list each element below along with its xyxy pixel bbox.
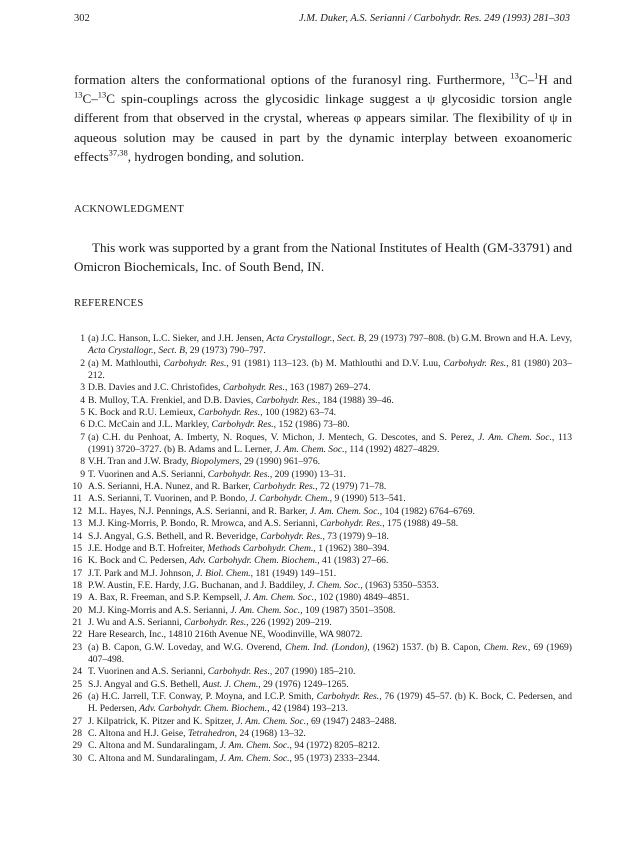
reference-number: 2 (80, 357, 85, 369)
reference-item (74, 456, 572, 468)
reference-text: M.J. King-Morris, P. Bondo, R. Mrowca, and A.S. Serianni, Carbohydr. Res., 175 (1988) 49–58. (88, 518, 459, 530)
page-number: 302 (74, 13, 90, 24)
reference-text: (a) M. Mathlouthi, Carbohydr. Res., 91 (1981) 113–123. (b) M. Mathlouthi and D.V. Luu, Carbohydr. Res., 81 (1980) 203–212. (88, 357, 572, 382)
reference-text: J.E. Hodge and B.T. Hofreiter, Methods Carbohydr. Chem., 1 (1962) 380–394. (88, 542, 390, 554)
reference-text: D.C. McCain and J.L. Markley, Carbohydr. Res., 152 (1986) 73–80. (88, 419, 350, 431)
reference-number: 28 (72, 728, 82, 739)
references-heading: REFERENCES (74, 298, 144, 309)
reference-item (74, 395, 572, 407)
reference-text: A.S. Serianni, H.A. Nunez, and R. Barker, Carbohydr. Res., 72 (1979) 71–78. (88, 481, 387, 493)
reference-item (74, 419, 572, 431)
reference-number: 12 (72, 505, 82, 517)
reference-text: P.W. Austin, F.E. Hardy, J.G. Buchanan, and J. Baddiley, J. Chem. Soc., (1963) 5350–5353. (88, 579, 439, 591)
reference-number: 27 (72, 715, 82, 727)
citation-superscript: 37,38 (108, 147, 128, 158)
reference-number: 6 (80, 419, 85, 431)
reference-text: C. Altona and H.J. Geise, Tetrahedron, 24 (1968) 13–32. (88, 728, 306, 739)
reference-item (74, 691, 572, 716)
reference-text: (a) C.H. du Penhoat, A. Imberty, N. Roques, V. Michon, J. Mentech, G. Descotes, and S. Perez, J. Am. Chem. Soc., 113 (1991) 3720–3727. (b) B. Adams and L. Lerner, J. Am. Chem. Soc., 114 (1992) 4827–4829. (88, 431, 572, 456)
reference-number: 11 (72, 493, 82, 505)
reference-text: (a) J.C. Hanson, L.C. Sieker, and J.H. Jensen, Acta Crystallogr., Sect. B, 29 (1973) 797–808. (b) G.M. Brown and H.A. Levy, Acta Crystallogr., Sect. B, 29 (1973) 790–797. (88, 333, 572, 357)
reference-text: K. Bock and C. Pedersen, Adv. Carbohydr. Chem. Biochem., 41 (1983) 27–66. (88, 555, 389, 567)
reference-item (74, 555, 572, 567)
reference-item (74, 531, 572, 543)
reference-number: 22 (72, 629, 82, 641)
acknowledgment-heading: ACKNOWLEDGMENT (74, 204, 185, 215)
reference-text: (a) B. Capon, G.W. Loveday, and W.G. Overend, Chem. Ind. (London), (1962) 1537. (b) B. Capon, Chem. Rev., 69 (1969) 407–498. (88, 641, 572, 665)
reference-text: M.L. Hayes, N.J. Pennings, A.S. Serianni, and R. Barker, J. Am. Chem. Soc., 104 (1982) 6764–6769. (88, 505, 475, 517)
reference-item (74, 617, 572, 629)
reference-text: A.S. Serianni, T. Vuorinen, and P. Bondo, J. Carbohydr. Chem., 9 (1990) 513–541. (88, 493, 406, 505)
reference-item (74, 629, 572, 641)
reference-number: 26 (72, 690, 82, 702)
reference-text: M.J. King-Morris and A.S. Serianni, J. Am. Chem. Soc., 109 (1987) 3501–3508. (88, 604, 396, 616)
reference-item (74, 493, 572, 505)
reference-text: B. Mulloy, T.A. Frenkiel, and D.B. Davies, Carbohydr. Res., 184 (1988) 39–46. (88, 394, 394, 406)
reference-text: A. Bax, R. Freeman, and S.P. Kempsell, J. Am. Chem. Soc., 102 (1980) 4849–4851. (88, 592, 410, 604)
reference-number: 19 (72, 592, 82, 604)
reference-item (74, 728, 572, 740)
reference-number: 21 (72, 616, 82, 628)
reference-number: 1 (80, 333, 85, 344)
reference-item (74, 407, 572, 419)
acknowledgment-text: This work was supported by a grant from the National Institutes of Health (GM-33791) and Omicron Biochemicals, Inc. of South Bend, IN. (74, 240, 572, 275)
reference-item (74, 481, 572, 493)
reference-text: J. Wu and A.S. Serianni, Carbohydr. Res., 226 (1992) 209–219. (88, 616, 332, 628)
reference-item (74, 432, 572, 457)
reference-number: 20 (72, 604, 82, 616)
reference-text: T. Vuorinen and A.S. Serianni, Carbohydr. Res., 209 (1990) 13–31. (88, 468, 346, 480)
reference-number: 3 (80, 382, 85, 394)
reference-text: (a) H.C. Jarrell, T.F. Conway, P. Moyna, and I.C.P. Smith, Carbohydr. Res., 76 (1979) 45–57. (b) K. Bock, C. Pedersen, and H. Pedersen, Adv. Carbohydr. Chem. Biochem., 42 (1984) 193–213. (88, 690, 572, 715)
reference-number: 18 (72, 579, 82, 591)
reference-text: T. Vuorinen and A.S. Serianni, Carbohydr. Res., 207 (1990) 185–210. (88, 666, 356, 678)
reference-text: J. Kilpatrick, K. Pitzer and K. Spitzer, J. Am. Chem. Soc., 69 (1947) 2483–2488. (88, 715, 397, 727)
reference-number: 25 (72, 678, 82, 690)
reference-number: 14 (72, 530, 82, 542)
reference-number: 15 (72, 542, 82, 554)
reference-number: 16 (72, 555, 82, 567)
reference-item (74, 506, 572, 518)
reference-text: Hare Research, Inc., 14810 216th Avenue NE, Woodinville, WA 98072. (88, 629, 363, 641)
reference-number: 4 (80, 394, 85, 406)
reference-item (74, 642, 572, 667)
reference-text: J.T. Park and M.J. Johnson, J. Biol. Chem., 181 (1949) 149–151. (88, 567, 337, 579)
body-paragraph: formation alters the conformational options of the furanosyl ring. Furthermore, $^{13}$C–$^1$H and $^{13}$C–$^{13}$C spin-couplings across the glycosidic linkage suggest a ψ glycosidic torsion angle different from that observed in the crystal, whereas φ appears similar. The flexibility of ψ in aqueous solution may be caused in part by the dynamic interplay between exoanomeric effects$^{37,38}$, hydrogen bonding, and solution. (74, 70, 572, 164)
reference-number: 9 (80, 468, 85, 480)
reference-item (74, 740, 572, 752)
reference-item (74, 666, 572, 678)
reference-number: 23 (72, 641, 82, 653)
reference-item (74, 333, 572, 358)
reference-item (74, 605, 572, 617)
reference-text: K. Bock and R.U. Lemieux, Carbohydr. Res., 100 (1982) 63–74. (88, 407, 337, 419)
reference-item (74, 592, 572, 604)
reference-number: 29 (72, 740, 82, 752)
reference-item (74, 753, 572, 765)
reference-item (74, 518, 572, 530)
reference-number: 8 (80, 456, 85, 468)
reference-list (74, 333, 572, 765)
running-title: J.M. Duker, A.S. Serianni / Carbohydr. Res. 249 (1993) 281–303 (298, 13, 570, 24)
reference-text: S.J. Angyal, G.S. Bethell, and R. Beveridge, Carbohydr. Res., 73 (1979) 9–18. (88, 530, 389, 542)
reference-number: 10 (72, 481, 82, 493)
reference-number: 17 (72, 567, 82, 579)
reference-item (74, 716, 572, 728)
reference-text: D.B. Davies and J.C. Christofides, Carbohydr. Res., 163 (1987) 269–274. (88, 382, 371, 394)
reference-item (74, 679, 572, 691)
reference-text: C. Altona and M. Sundaralingam, J. Am. Chem. Soc., 95 (1973) 2333–2344. (88, 752, 380, 764)
reference-number: 30 (72, 752, 82, 764)
reference-number: 24 (72, 666, 82, 678)
page-header (74, 13, 570, 27)
reference-item (74, 580, 572, 592)
reference-text: V.H. Tran and J.W. Brady, Biopolymers, 29 (1990) 961–976. (88, 456, 321, 468)
reference-item (74, 543, 572, 555)
reference-number: 5 (80, 407, 85, 419)
reference-item (74, 469, 572, 481)
reference-item (74, 358, 572, 383)
reference-text: C. Altona and M. Sundaralingam, J. Am. Chem. Soc., 94 (1972) 8205–8212. (88, 740, 380, 752)
reference-number: 13 (72, 518, 82, 530)
reference-item (74, 568, 572, 580)
reference-number: 7 (80, 431, 85, 443)
reference-item (74, 382, 572, 394)
reference-text: S.J. Angyal and G.S. Bethell, Aust. J. Chem., 29 (1976) 1249–1265. (88, 678, 349, 690)
